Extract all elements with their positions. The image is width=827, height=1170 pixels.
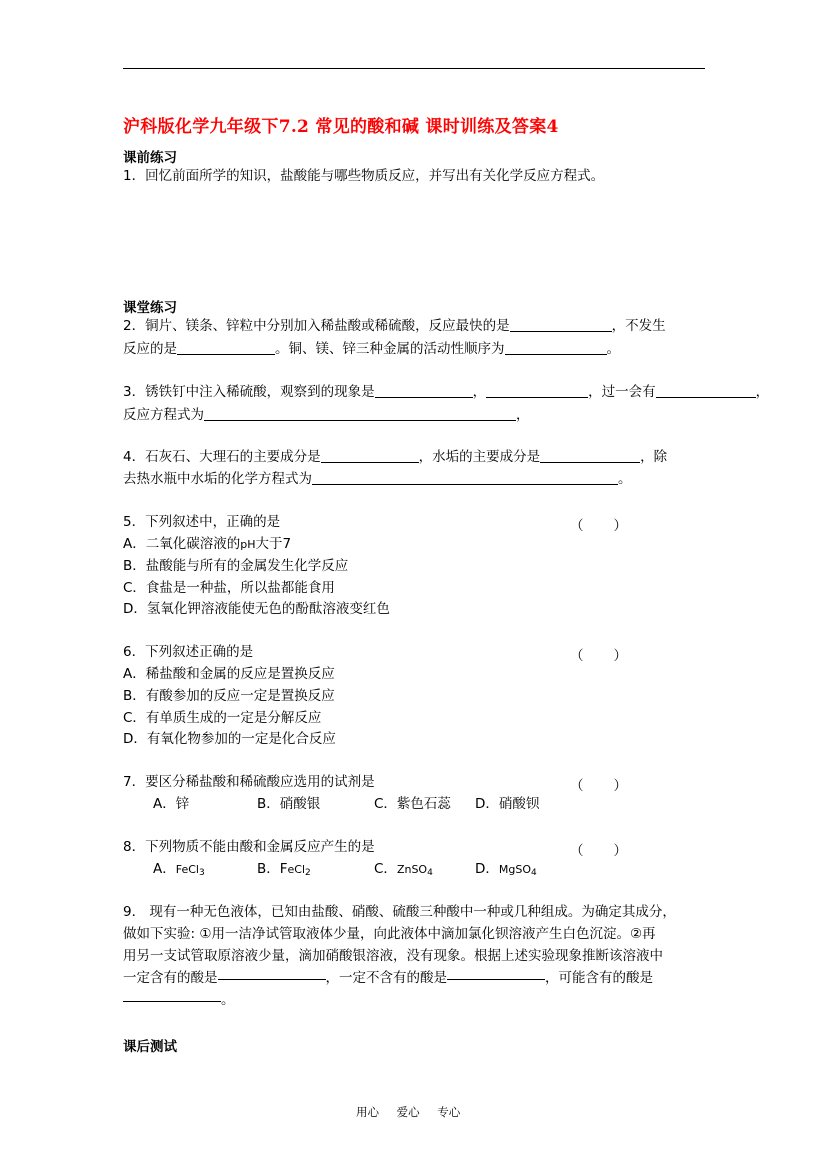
q3-text-f: ，	[516, 407, 530, 423]
question-5-option-d: D．氢氧化钾溶液能使无色的酚酞溶液变红色	[123, 601, 390, 617]
q9-text-d: 。	[221, 992, 235, 1008]
answer-blank[interactable]	[447, 971, 545, 980]
answer-blank[interactable]	[505, 341, 607, 355]
section-heading-pre: 课前练习	[123, 150, 177, 166]
option-a: A．FeCl3	[153, 861, 205, 878]
q4-text-a: 4．石灰石、大理石的主要成分是	[123, 449, 321, 465]
q2-text-e: 。	[606, 341, 620, 357]
q3-text-d: ，	[755, 384, 770, 400]
page-title: 沪科版化学九年级下7.2 常见的酸和碱 课时训练及答案4	[123, 117, 559, 137]
question-3-line-2	[123, 407, 530, 423]
q2-text-d: 。铜、镁、锌三种金属的活动性顺序为	[275, 341, 505, 357]
question-6-stem: 6．下列叙述正确的是	[123, 644, 254, 660]
question-9-line-3: 用另一支试管取原溶液少量，滴加硝酸银溶液，没有现象。根据上述实验现象推断该溶液中	[123, 948, 663, 964]
question-4-line-1	[123, 449, 667, 465]
answer-blank[interactable]	[123, 993, 221, 1002]
question-6-option-b: B．有酸参加的反应一定是置换反应	[123, 688, 335, 704]
answer-blank[interactable]	[218, 971, 326, 980]
question-6-option-a: A．稀盐酸和金属的反应是置换反应	[123, 666, 335, 682]
answer-blank[interactable]	[321, 449, 419, 463]
option-b: B．硝酸银	[257, 796, 321, 812]
question-2-line-1	[123, 318, 666, 334]
section-heading-class: 课堂练习	[123, 300, 177, 316]
option-text: A．二氧化碳溶液的	[123, 536, 241, 552]
question-7-choices	[153, 796, 539, 812]
q4-text-d: 去热水瓶中水垢的化学方程式为	[123, 471, 312, 487]
question-9-line-5	[123, 992, 235, 1008]
answer-blank[interactable]	[656, 384, 756, 398]
question-5-stem: 5．下列叙述中，正确的是	[123, 514, 281, 530]
option-c: C．紫色石蕊	[374, 796, 451, 812]
section-heading-post: 课后测试	[123, 1039, 177, 1055]
page-footer: 用心 爱心 专心	[356, 1105, 461, 1119]
question-5-option-b: B．盐酸能与所有的金属发生化学反应	[123, 558, 349, 574]
q2-text-b: ，不发生	[611, 318, 666, 334]
q3-text-e: 反应方程式为	[123, 407, 204, 423]
option-text: 大于7	[255, 536, 292, 552]
q9-text-b: ，一定不含有的酸是	[325, 970, 447, 986]
q3-text-b: ，	[472, 384, 487, 400]
q4-text-b: ，水垢的主要成分是	[418, 449, 541, 465]
question-5-option-a	[123, 536, 291, 553]
answer-parentheses[interactable]: （ ）	[570, 518, 628, 534]
ph-label: pH	[240, 538, 256, 551]
q2-text-c: 反应的是	[123, 341, 177, 357]
answer-blank[interactable]	[510, 318, 612, 332]
answer-blank[interactable]	[375, 384, 473, 398]
q4-text-e: 。	[618, 471, 632, 487]
question-9-line-1: 9． 现有一种无色液体，已知由盐酸、硝酸、硫酸三种酸中一种或几种组成。为确定其成分，	[123, 904, 676, 920]
q9-text-c: ，可能含有的酸是	[545, 970, 653, 986]
q4-text-c: ，除	[640, 449, 668, 465]
question-4-line-2	[123, 471, 632, 487]
question-9-line-4	[123, 970, 653, 986]
answer-blank[interactable]	[177, 341, 275, 355]
question-3-line-1	[123, 384, 769, 400]
answer-parentheses[interactable]: （ ）	[570, 648, 628, 664]
answer-blank[interactable]	[312, 471, 618, 485]
q3-text-c: ，过一会有	[588, 384, 656, 400]
q9-text-a: 一定含有的酸是	[123, 970, 218, 986]
question-6-option-d: D．有氧化物参加的一定是化合反应	[123, 731, 336, 747]
answer-blank[interactable]	[204, 407, 516, 421]
option-c: C．ZnSO4	[374, 861, 433, 878]
question-1: 1．回忆前面所学的知识，盐酸能与哪些物质反应，并写出有关化学反应方程式。	[123, 168, 605, 184]
q2-text-a: 2．铜片、镁条、锌粒中分别加入稀盐酸或稀硫酸，反应最快的是	[123, 318, 510, 334]
option-a: A．锌	[153, 796, 190, 812]
answer-parentheses[interactable]: （ ）	[570, 778, 628, 794]
question-9-line-2: 做如下实验: ①用一洁净试管取液体少量，向此液体中滴加氯化钡溶液产生白色沉淀。②再	[123, 926, 656, 942]
answer-blank[interactable]	[486, 384, 588, 398]
question-7-stem: 7．要区分稀盐酸和稀硫酸应选用的试剂是	[123, 774, 375, 790]
header-rule	[123, 68, 705, 69]
question-2-line-2	[123, 341, 620, 357]
answer-blank[interactable]	[540, 449, 640, 463]
question-5-option-c: C．食盐是一种盐，所以盐都能食用	[123, 580, 335, 596]
question-8-stem: 8．下列物质不能由酸和金属反应产生的是	[123, 839, 375, 855]
answer-parentheses[interactable]: （ ）	[570, 843, 628, 859]
option-d: D．MgSO4	[475, 861, 537, 878]
question-6-option-c: C．有单质生成的一定是分解反应	[123, 710, 322, 726]
option-d: D．硝酸钡	[475, 796, 540, 812]
option-b: B．FeCl2	[257, 861, 311, 878]
question-8-choices	[153, 861, 537, 881]
q3-text-a: 3．锈铁钉中注入稀硫酸，观察到的现象是	[123, 384, 375, 400]
